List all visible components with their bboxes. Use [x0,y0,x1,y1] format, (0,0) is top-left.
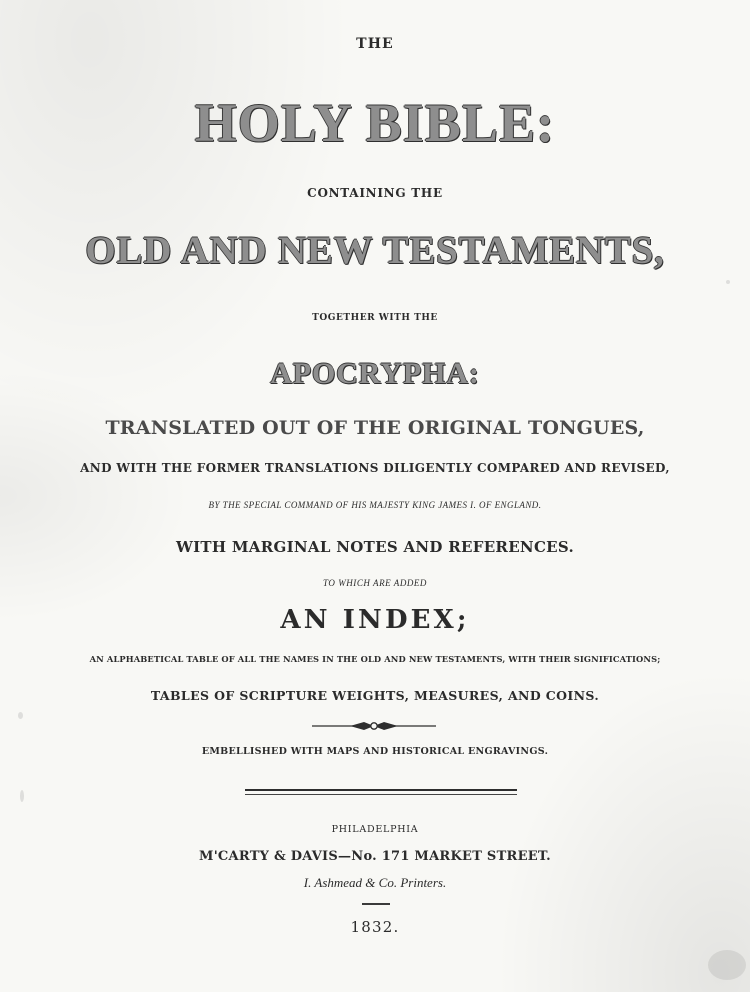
added-line: TO WHICH ARE ADDED [323,578,427,588]
ink-smudge-left [18,712,23,719]
tables-line: TABLES OF SCRIPTURE WEIGHTS, MEASURES, AND COINS. [150,688,600,703]
translated-line: TRANSLATED OUT OF THE ORIGINAL TONGUES, [105,417,645,439]
containing-line: CONTAINING THE [307,186,443,200]
notes-line: WITH MARGINAL NOTES AND REFERENCES. [175,538,575,556]
ink-smudge-left-lower [20,790,24,802]
compared-line: AND WITH THE FORMER TRANSLATIONS DILIGENTLY COMPARED AND REVISED, [80,461,670,475]
the-heading: THE [356,36,394,52]
short-rule [362,903,390,905]
index-title: AN INDEX; [280,605,470,635]
together-line: TOGETHER WITH THE [312,313,438,323]
printers-line: I. Ashmead & Co. Printers. [303,875,447,890]
ink-smudge-right [726,280,730,284]
apocrypha-title: APOCRYPHA: [270,357,480,390]
double-rule [245,789,517,795]
year-line: 1832. [350,918,400,936]
ornament-divider [310,719,438,733]
alphabetical-line: AN ALPHABETICAL TABLE OF ALL THE NAMES IN THE OLD AND NEW TESTAMENTS, WITH THEIR SIGNIFICATIONS; [89,654,661,664]
main-title: HOLY BIBLE: [194,93,556,153]
city-line: PHILADELPHIA [331,824,419,835]
embellished-line: EMBELLISHED WITH MAPS AND HISTORICAL ENGRAVINGS. [201,746,549,757]
command-line: BY THE SPECIAL COMMAND OF HIS MAJESTY KING JAMES I. OF ENGLAND. [208,500,542,510]
ink-smudge-corner [708,950,746,980]
testaments-title: OLD AND NEW TESTAMENTS, [85,229,665,272]
publisher-line: M'CARTY & DAVIS—No. 171 MARKET STREET. [199,849,551,864]
